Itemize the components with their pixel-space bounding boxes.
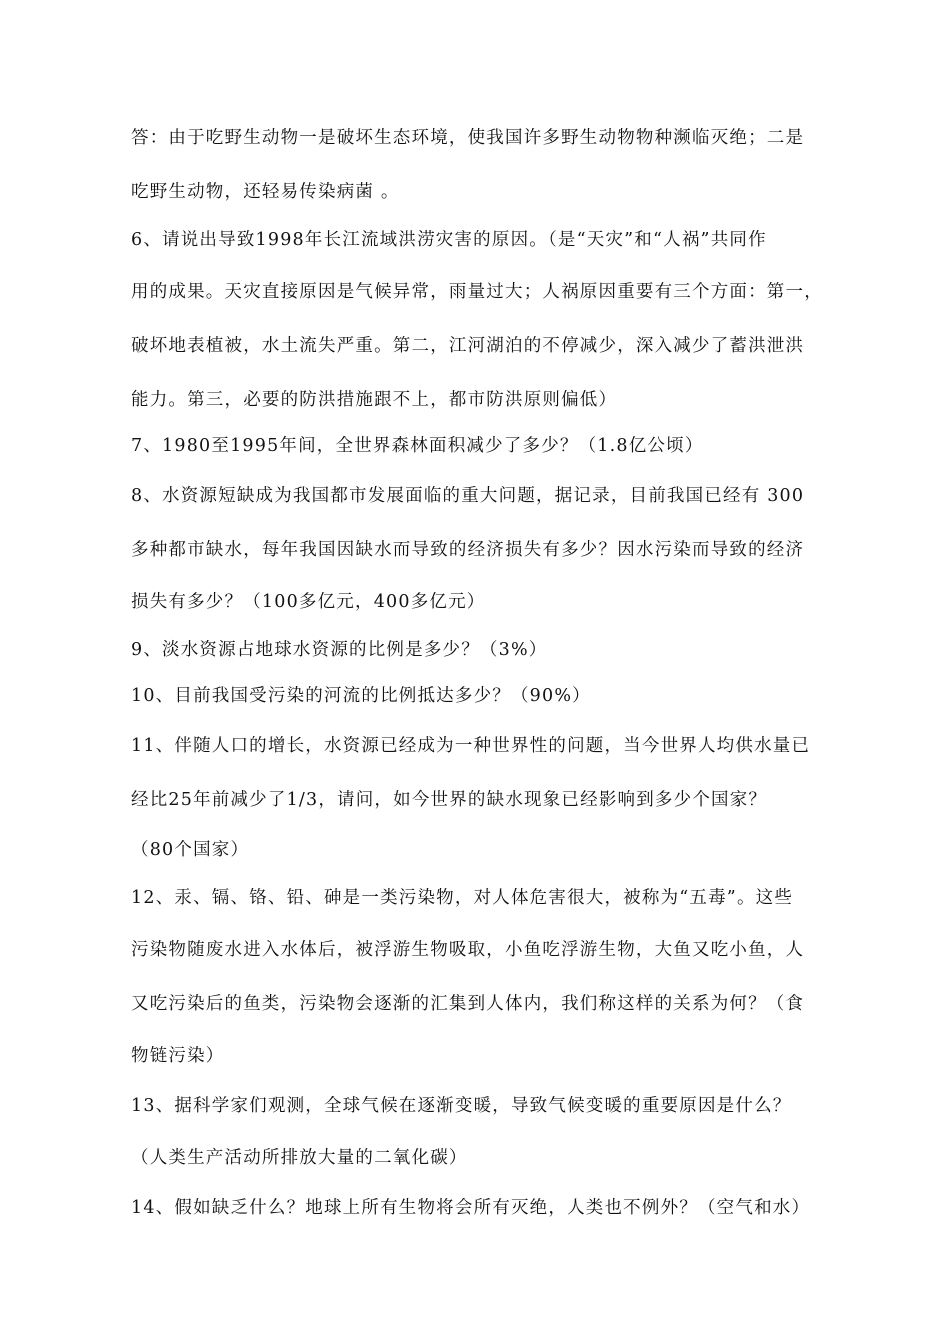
text-line: 12、汞、镉、铬、铅、砷是一类污染物，对人体危害很大，被称为“五毒”。这些 [131, 888, 794, 908]
text-line: 损失有多少？（100多亿元，400多亿元） [131, 592, 486, 612]
text-line: 污染物随废水进入水体后，被浮游生物吸取，小鱼吃浮游生物，大鱼又吃小鱼，人 [131, 940, 805, 960]
text-line: （80个国家） [131, 840, 250, 860]
text-line: 11、伴随人口的增长，水资源已经成为一种世界性的问题，当今世界人均供水量已 [131, 736, 811, 756]
text-line: 用的成果。天灾直接原因是气候异常，雨量过大；人祸原因重要有三个方面：第一， [131, 282, 823, 302]
text-line: 9、淡水资源占地球水资源的比例是多少？（3%） [131, 640, 548, 660]
text-line: 13、据科学家们观测，全球气候在逐渐变暖，导致气候变暖的重要原因是什么？ [131, 1096, 792, 1116]
text-line: 吃野生动物，还轻易传染病菌 。 [131, 182, 400, 202]
text-line: 物链污染） [131, 1046, 225, 1066]
text-line: 又吃污染后的鱼类，污染物会逐渐的汇集到人体内，我们称这样的关系为何？（食 [131, 994, 805, 1014]
text-line: 能力。第三，必要的防洪措施跟不上，都市防洪原则偏低） [131, 390, 618, 410]
text-line: 14、假如缺乏什么？地球上所有生物将会所有灭绝，人类也不例外？（空气和水） [131, 1198, 811, 1218]
text-line: 7、1980至1995年间，全世界森林面积减少了多少？（1.8亿公顷） [131, 436, 704, 456]
text-line: 8、水资源短缺成为我国都市发展面临的重大问题，据记录，目前我国已经有 300 [131, 486, 805, 506]
text-line: 6、请说出导致1998年长江流域洪涝灾害的原因。（是“天灾”和“人祸”共同作 [131, 230, 767, 250]
text-line: 10、目前我国受污染的河流的比例抵达多少？（90%） [131, 686, 591, 706]
text-line: 答：由于吃野生动物一是破坏生态环境，使我国许多野生动物物种濒临灭绝；二是 [131, 128, 805, 148]
text-line: 经比25年前减少了1/3，请问，如今世界的缺水现象已经影响到多少个国家？ [131, 790, 768, 810]
text-line: 破坏地表植被，水土流失严重。第二，江河湖泊的不停减少，深入减少了蓄洪泄洪 [131, 336, 805, 356]
text-line: 多种都市缺水，每年我国因缺水而导致的经济损失有多少？因水污染而导致的经济 [131, 540, 805, 560]
text-line: （人类生产活动所排放大量的二氧化碳） [131, 1148, 468, 1168]
